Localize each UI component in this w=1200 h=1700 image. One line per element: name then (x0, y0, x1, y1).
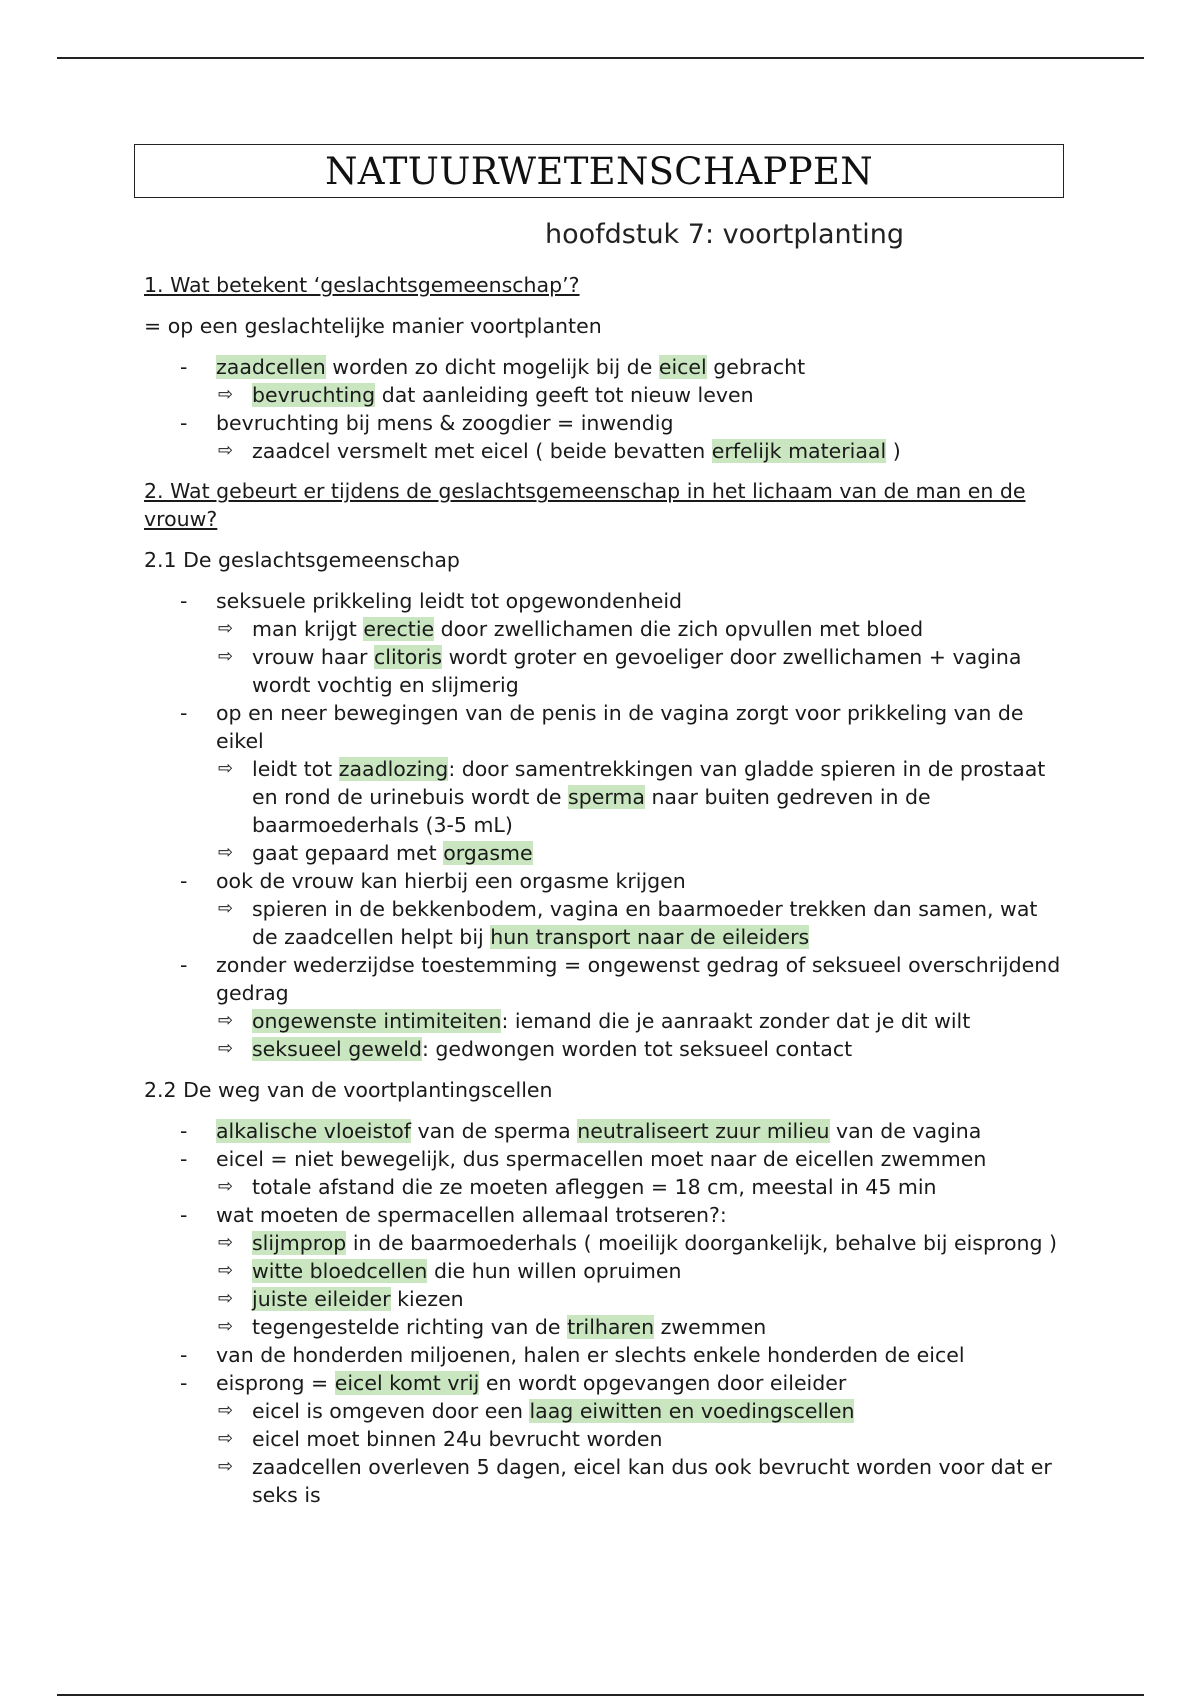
arrow-right-icon: ⇨ (218, 898, 234, 919)
bottom-rule (57, 1694, 1144, 1696)
section-2-1-heading: 2.1 De geslachtsgemeenschap (144, 548, 460, 572)
sub-list-item: ⇨ zaadcel versmelt met eicel ( beide bevatten erfelijk materiaal ) (218, 439, 901, 463)
arrow-right-icon: ⇨ (218, 1038, 234, 1059)
arrow-right-icon: ⇨ (218, 646, 234, 667)
arrow-right-icon: ⇨ (218, 1288, 234, 1309)
sub-list (216, 755, 1064, 867)
sub-list-item: ⇨ totale afstand die ze moeten afleggen = 18 cm, meestal in 45 min (218, 1175, 937, 1199)
list-item: - op en neer bewegingen van de penis in de vagina zorgt voor prikkeling van de eikel ⇨ leidt tot zaadlozing: door samentrekkingen van gladde spieren in de prostaat en rond de urinebuis wordt de sperma naar buiten gedreven in de baarmoederhals (3-5 mL) ⇨ gaat gepaard met orgasme (144, 699, 1064, 867)
sub-list (216, 437, 1064, 465)
sub-list-item: ⇨ witte bloedcellen die hun willen opruimen (218, 1259, 682, 1283)
sub-list-item: ⇨ ongewenste intimiteiten: iemand die je aanraakt zonder dat je dit wilt (218, 1009, 971, 1033)
list-item: - zaadcellen worden zo dicht mogelijk bij de eicel gebracht ⇨ bevruchting dat aanleiding geeft tot nieuw leven (144, 353, 1064, 409)
arrow-right-icon: ⇨ (218, 618, 234, 639)
question-2: 2. Wat gebeurt er tijdens de geslachtsgemeenschap in het lichaam van de man en de vrouw? (144, 479, 1026, 531)
sub-list-item: ⇨ eicel is omgeven door een laag eiwitten en voedingscellen (218, 1399, 855, 1423)
list-item: - seksuele prikkeling leidt tot opgewondenheid ⇨ man krijgt erectie door zwellichamen die zich opvullen met bloed ⇨ vrouw haar clitoris wordt groter en gevoeliger door zwellichamen + vagina wordt vochtig en slijmerig (144, 587, 1064, 699)
arrow-right-icon: ⇨ (218, 1428, 234, 1449)
list-item: - alkalische vloeistof van de sperma neutraliseert zuur milieu van de vagina (144, 1117, 1064, 1145)
list-item: - van de honderden miljoenen, halen er slechts enkele honderden de eicel (144, 1341, 1064, 1369)
sub-list-item: ⇨ zaadcellen overleven 5 dagen, eicel kan dus ook bevrucht worden voor dat er seks is (218, 1455, 1052, 1507)
sub-list-item: ⇨ slijmprop in de baarmoederhals ( moeilijk doorgankelijk, behalve bij eisprong ) (218, 1231, 1058, 1255)
sub-list (216, 615, 1064, 699)
sub-list-item: ⇨ seksueel geweld: gedwongen worden tot seksueel contact (218, 1037, 853, 1061)
question-1: 1. Wat betekent ‘geslachtsgemeenschap’? (144, 273, 580, 297)
list-2-1 (144, 587, 1064, 1063)
sub-list (216, 381, 1064, 409)
arrow-right-icon: ⇨ (218, 1232, 234, 1253)
sub-list-item: ⇨ gaat gepaard met orgasme (218, 841, 533, 865)
section-2-2-heading: 2.2 De weg van de voortplantingscellen (144, 1078, 553, 1102)
list-2-2 (144, 1117, 1064, 1509)
top-rule (57, 57, 1144, 59)
sub-list-item: ⇨ bevruchting dat aanleiding geeft tot nieuw leven (218, 383, 754, 407)
document-title (134, 144, 1064, 198)
arrow-right-icon: ⇨ (218, 1260, 234, 1281)
chapter-subtitle: hoofdstuk 7: voortplanting (545, 219, 904, 250)
list-item: - wat moeten de spermacellen allemaal trotseren?: ⇨ slijmprop in de baarmoederhals ( moeilijk doorgankelijk, behalve bij eisprong ) ⇨ witte bloedcellen die hun willen opruimen ⇨ juiste eileider kiezen ⇨ tegengestelde richting van de trilharen zwemmen (144, 1201, 1064, 1341)
arrow-right-icon: ⇨ (218, 842, 234, 863)
list-item: - bevruchting bij mens & zoogdier = inwendig ⇨ zaadcel versmelt met eicel ( beide bevatten erfelijk materiaal ) (144, 409, 1064, 465)
sub-list (216, 1229, 1064, 1341)
arrow-right-icon: ⇨ (218, 1010, 234, 1031)
arrow-right-icon: ⇨ (218, 758, 234, 779)
sub-list (216, 895, 1064, 951)
sub-list (216, 1007, 1064, 1063)
list-item: - ook de vrouw kan hierbij een orgasme krijgen ⇨ spieren in de bekkenbodem, vagina en baarmoeder trekken dan samen, wat de zaadcellen helpt bij hun transport naar de eileiders (144, 867, 1064, 951)
sub-list-item: ⇨ juiste eileider kiezen (218, 1287, 464, 1311)
sub-list-item: ⇨ eicel moet binnen 24u bevrucht worden (218, 1427, 663, 1451)
sub-list (216, 1173, 1064, 1201)
arrow-right-icon: ⇨ (218, 1456, 234, 1477)
sub-list-item: ⇨ spieren in de bekkenbodem, vagina en baarmoeder trekken dan samen, wat de zaadcellen helpt bij hun transport naar de eileiders (218, 897, 1038, 949)
sub-list-item: ⇨ vrouw haar clitoris wordt groter en gevoeliger door zwellichamen + vagina wordt vochtig en slijmerig (218, 645, 1022, 697)
sub-list (216, 1397, 1064, 1509)
arrow-right-icon: ⇨ (218, 1400, 234, 1421)
definition-1: = op een geslachtelijke manier voortplanten (144, 314, 602, 338)
arrow-right-icon: ⇨ (218, 1176, 234, 1197)
arrow-right-icon: ⇨ (218, 1316, 234, 1337)
list-item: - eisprong = eicel komt vrij en wordt opgevangen door eileider ⇨ eicel is omgeven door een laag eiwitten en voedingscellen ⇨ eicel moet binnen 24u bevrucht worden ⇨ zaadcellen overleven 5 dagen, eicel kan dus ook bevrucht worden voor dat er seks is (144, 1369, 1064, 1509)
title-text: NATUURWETENSCHAPPEN (325, 149, 873, 193)
list-q1 (144, 353, 1064, 465)
arrow-right-icon: ⇨ (218, 440, 234, 461)
sub-list-item: ⇨ man krijgt erectie door zwellichamen die zich opvullen met bloed (218, 617, 924, 641)
list-item: - zonder wederzijdse toestemming = ongewenst gedrag of seksueel overschrijdend gedrag ⇨ ongewenste intimiteiten: iemand die je aanraakt zonder dat je dit wilt ⇨ seksueel geweld: gedwongen worden tot seksueel contact (144, 951, 1064, 1063)
document-body (144, 271, 1064, 1509)
sub-list-item: ⇨ leidt tot zaadlozing: door samentrekkingen van gladde spieren in de prostaat en rond de urinebuis wordt de sperma naar buiten gedreven in de baarmoederhals (3-5 mL) (218, 757, 1046, 837)
list-item: - eicel = niet bewegelijk, dus spermacellen moet naar de eicellen zwemmen ⇨ totale afstand die ze moeten afleggen = 18 cm, meestal in 45 min (144, 1145, 1064, 1201)
sub-list-item: ⇨ tegengestelde richting van de trilharen zwemmen (218, 1315, 767, 1339)
arrow-right-icon: ⇨ (218, 384, 234, 405)
